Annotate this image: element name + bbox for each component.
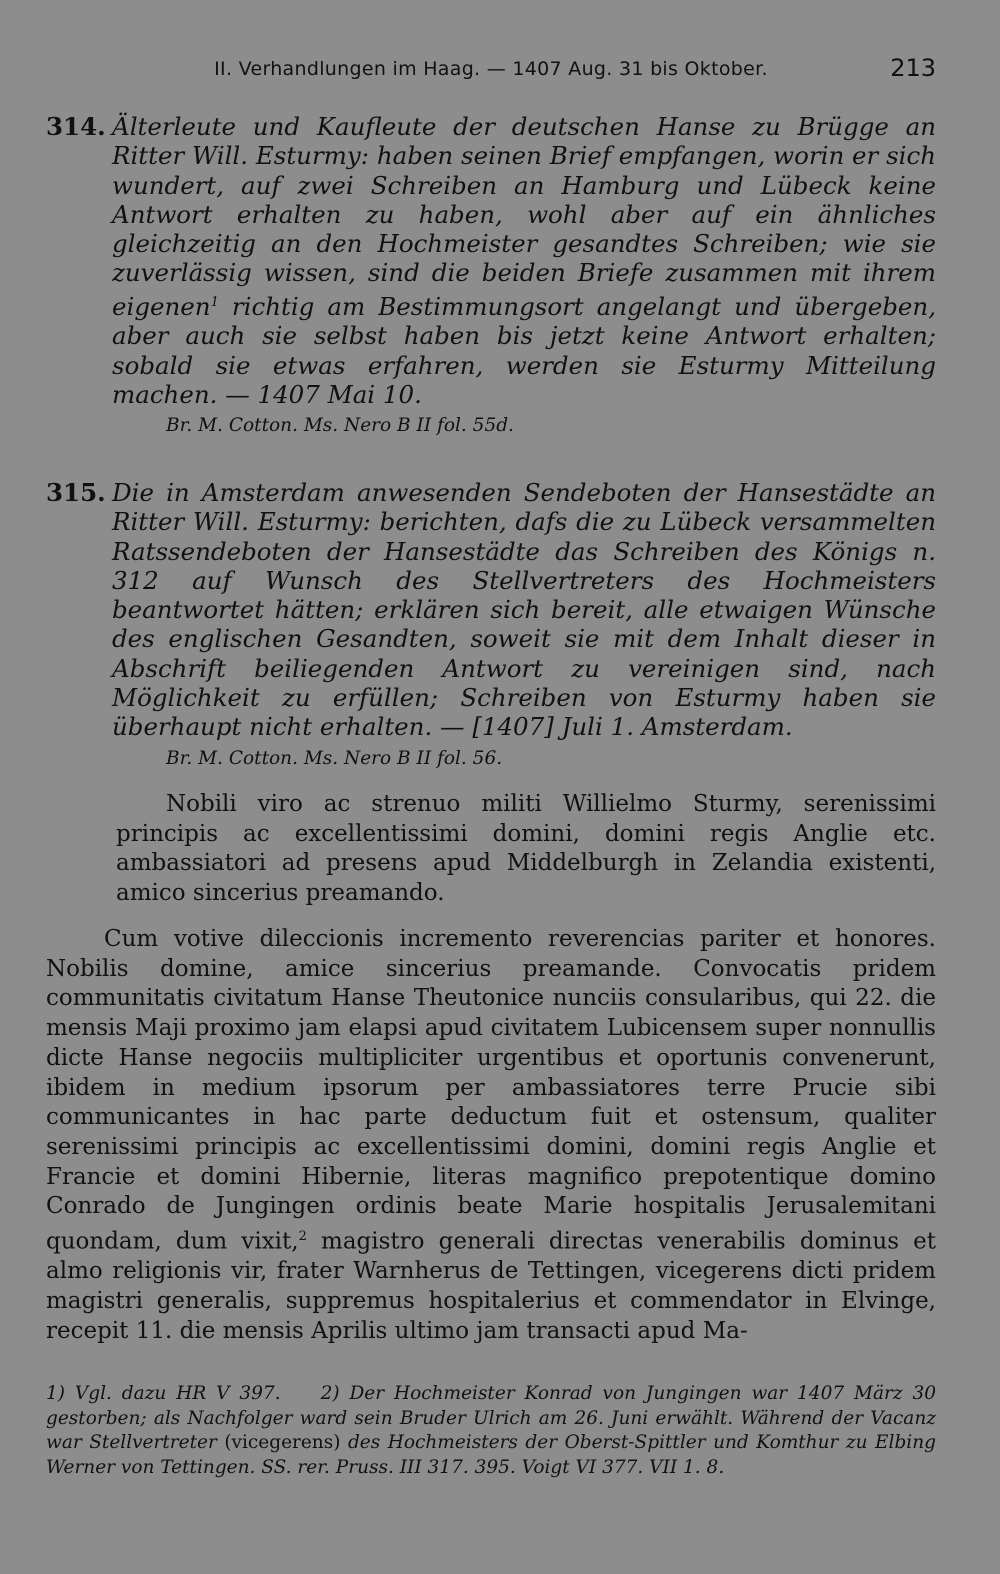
entry-314 — [46, 112, 936, 436]
letter-address: Nobili viro ac strenuo militi Willielmo Sturmy, serenissimi principis ac excellentissimi domini, domini regis Anglie etc. ambassiatori ad presens apud Middelburgh in Zelandia existenti, amico sincerius preamando. — [116, 791, 936, 906]
footnote-marker: 1 — [210, 294, 219, 310]
entry-regest — [46, 478, 936, 742]
regest-text: Die in Amsterdam anwesenden Sendeboten der Hansestädte an Ritter Will. Esturmy: berichten, dafs die zu Lübeck versammelten Ratssendeboten der Hansestädte das Schreiben des Königs n. 312 auf Wunsch des Stellvertreters des Hochmeisters beantwortet hätten; erklären sich bereit, alle etwaigen Wünsche des englischen Gesandten, soweit sie mit dem Inhalt dieser in Abschrift beiliegenden Antwort zu vereinigen sind, nach Möglichkeit zu erfüllen; Schreiben von Esturmy haben sie überhaupt nicht erhalten. — [1407] Juli 1. Amsterdam. — [112, 478, 936, 742]
running-head: II. Verhandlungen im Haag. — 1407 Aug. 31 bis Oktober. — [214, 58, 768, 80]
entry-number: 315. — [46, 478, 106, 507]
footnote-2-upright: (vicegerens) — [224, 1432, 341, 1454]
body-text-continued: magistro generali directas venerabilis dominus et almo religionis vir, frater Warnherus de Tettingen, vicegerens dicti pridem magistri generalis, suppremus hospitalerius et commendator in Elvinge, recepit 11. die mensis Aprilis ultimo jam transacti apud Ma- — [46, 1228, 936, 1344]
page-header — [46, 50, 936, 90]
source-citation: Br. M. Cotton. Ms. Nero B II fol. 55d. — [166, 415, 514, 437]
footnote-2-continued: des Hochmeisters der Oberst-Spittler und Komthur zu Elbing Werner von Tettingen. SS. rer. Pruss. III 317. 395. Voigt VI 377. VII 1. 8. — [46, 1432, 936, 1478]
footnotes — [46, 1382, 936, 1480]
footnote-marker: 2 — [298, 1229, 307, 1245]
footnote-1: 1) Vgl. dazu HR V 397. — [46, 1383, 281, 1404]
page-number: 213 — [890, 54, 936, 82]
footnote-2: 2) Der Hochmeister Konrad von Jungingen war 1407 März 30 gestorben; als Nachfolger ward sein Bruder Ulrich am 26. Juni erwählt. Während der Vacanz war Stellvertreter — [46, 1383, 937, 1454]
source-citation: Br. M. Cotton. Ms. Nero B II fol. 56. — [166, 747, 503, 769]
body-text: Cum votive dileccionis incremento reverencias pariter et honores. Nobilis domine, amice sincerius preamande. Convocatis pridem communitatis civitatum Hanse Theutonice nunciis consularibus, qui 22. die mensis Maji proximo jam elapsi apud civitatem Lubicensem super nonnullis dicte Hanse negociis multipliciter urgentibus et oportunis convenerunt, ibidem in medium ipsorum per ambassiatores terre Prucie sibi communicantes in hac parte deductum fuit et ostensum, qualiter serenissimi principis ac excellentissimi domini, domini regis Anglie et Francie et domini Hibernie, literas magnifico prepotentique domino Conrado de Jungingen ordinis beate Marie hospitalis Jerusalemitani quondam, dum vixit, — [46, 926, 936, 1255]
regest-text-continued: richtig am Bestimmungsort angelangt und übergeben, aber auch sie selbst haben bis jetzt keine Antwort erhalten; sobald sie etwas erfahren, werden sie Esturmy Mitteilung machen. — 1407 Mai 10. — [112, 291, 936, 409]
letter-body — [46, 925, 936, 1347]
entry-regest — [46, 112, 936, 409]
entry-315 — [46, 478, 936, 769]
regest-text: Älterleute und Kaufleute der deutschen Hanse zu Brügge an Ritter Will. Esturmy: haben seinen Brief empfangen, worin er sich wundert, auf zwei Schreiben an Hamburg und Lübeck keine Antwort erhalten zu haben, wohl aber auf ein ähnliches gleichzeitig an den Hochmeister gesandtes Schreiben; wie sie zuverlässig wissen, sind die beiden Briefe zusammen mit ihrem eigenen — [112, 112, 936, 321]
entry-number: 314. — [46, 112, 106, 141]
